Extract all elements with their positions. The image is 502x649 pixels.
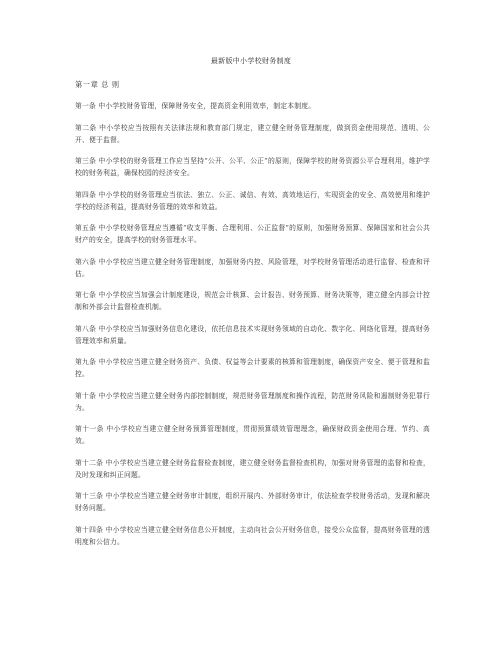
- article-8: 第八条 中小学校应当加强财务信息化建设，依托信息技术实现财务领域的自动化、数字化、网络化管理，提高财务管理效率和质量。: [75, 324, 430, 345]
- article-7: 第七条 中小学校应当加强会计制度建设，规范会计核算、会计报告、财务预算、财务决策等，建立健全内部会计控制和外部会计监督检查机制。: [75, 291, 430, 311]
- article-3: 第三条 中小学校的财务管理工作应当坚持“公开、公平、公正”的原则，保障学校的财务资源公平合理利用，维护学校的财务利益，确保校园的经济安全。: [75, 157, 430, 177]
- article-list: [75, 100, 430, 557]
- article-9: 第九条 中小学校应当建立健全财务资产、负债、权益等会计要素的核算和管理制度，确保资产安全、便于管理和监控。: [75, 358, 430, 378]
- article-6: 第六条 中小学校应当建立健全财务管理制度，加强财务内控、风险管理，对学校财务管理活动进行监督、检查和评估。: [75, 257, 430, 278]
- article-12: 第十二条 中小学校应当建立健全财务监督检查制度，建立健全财务监督检查机构，加强对财务管理的监督和检查，及时发现和纠正问题。: [75, 458, 430, 479]
- article-14: 第十四条 中小学校应当建立健全财务信息公开制度，主动向社会公开财务信息，接受公众监督，提高财务管理的透明度和公信力。: [75, 525, 430, 546]
- article-13: 第十三条 中小学校应当建立健全财务审计制度，组织开展内、外部财务审计，依法检查学校财务活动，发现和解决财务问题。: [75, 492, 430, 512]
- article-11: 第十一条 中小学校应当建立健全财务预算管理制度，贯彻预算绩效管理理念，确保财政资金使用合理、节约、高效。: [75, 425, 430, 445]
- article-10: 第十条 中小学校应当建立健全财务内部控制制度，规范财务管理制度和操作流程，防范财务风险和遏制财务犯罪行为。: [75, 391, 430, 412]
- article-4: 第四条 中小学校的财务管理应当依法、独立、公正、诚信、有效、高效地运行，实现资金的安全、高效使用和维护学校的经济利益，提高财务管理的效率和效益。: [75, 190, 430, 211]
- article-1: 第一条 中小学校财务管理，保障财务安全，提高资金利用效率，制定本制度。: [75, 102, 316, 110]
- document-title: 最新版中小学校财务制度: [210, 57, 292, 65]
- article-5: 第五条 中小学校财务管理应当遵循“收支平衡、合理利用、公正监督”的原则，加强财务预算、保障国家和社会公共财产的安全，提高学校的财务管理水平。: [75, 224, 430, 244]
- article-2: 第二条 中小学校应当按照有关法律法规和教育部门规定，建立健全财务管理制度，做到资金使用规范、透明、公开、便于监督。: [75, 123, 430, 144]
- chapter-heading: 第一章 总 则: [75, 80, 120, 89]
